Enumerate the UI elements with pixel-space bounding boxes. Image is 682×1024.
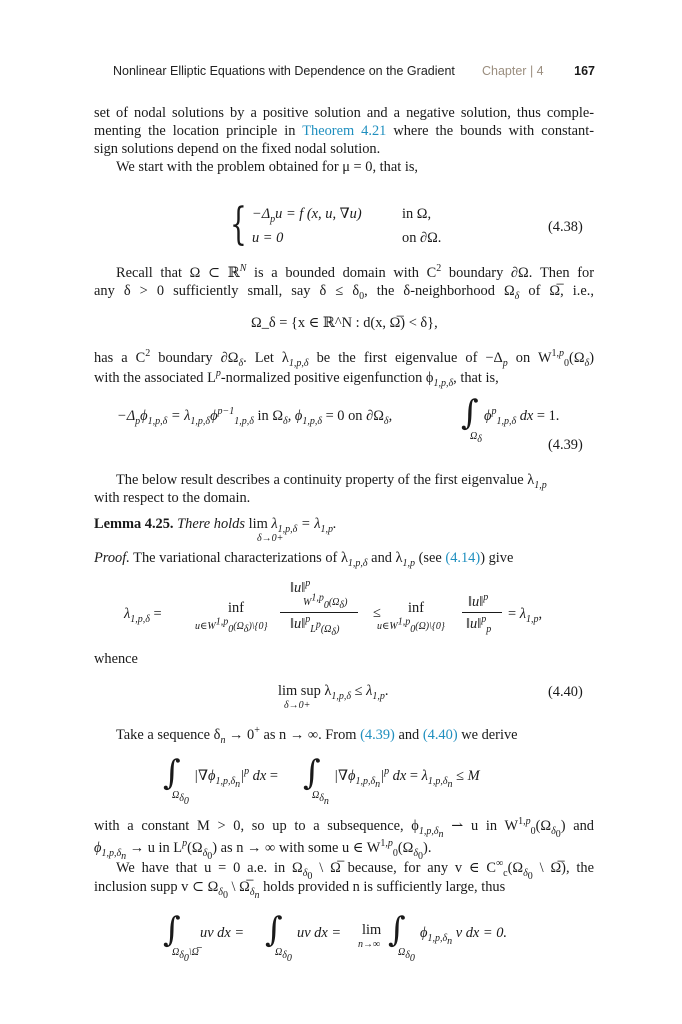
- text-line: set of nodal solutions by a positive solution and a negative solution, thus comple-: [94, 105, 594, 121]
- text-line: Recall that Ω ⊂ ℝ$^N$ is a bounded domain with $C^2$ boundary ∂Ω. Then for: [116, 263, 594, 281]
- integral-domain: $\Omega_{\delta_0}$: [398, 947, 415, 964]
- text-line: inclusion supp v ⊂ $\Omega_{\delta_0}$ \ $\Omega̅_{\delta_n}$ holds provided n is sufficiently large, thus: [94, 879, 506, 901]
- limsup-subscript: δ→0+: [284, 700, 311, 711]
- equation-440: lim sup $\lambda_{1,p,\delta} \le \lambda_{1,p}$.: [278, 683, 389, 702]
- text-line: Take a sequence $\delta_n \to 0^+$ as n → ∞. From (4.39) and (4.40) we derive: [116, 725, 518, 746]
- integral-domain: $\Omega_{\delta_0}$: [275, 947, 292, 964]
- equation-438-row1: $-\Delta_pu = f$ (x, u, ∇u): [252, 206, 362, 225]
- final-eq-b: uv dx =: [297, 925, 342, 941]
- frac-2-den: ‖u‖$^p_p$: [466, 614, 492, 635]
- integral-sign: ∫: [461, 393, 479, 433]
- equation-link[interactable]: (4.14): [445, 550, 481, 566]
- integral-sign: ∫: [265, 910, 283, 950]
- equation-link[interactable]: (4.40): [422, 727, 458, 743]
- text-line: $\phi_{1,p,\delta_n} \to u$ in $L^p(\Omega_{\delta_0})$ as n → ∞ with some u ∈ $W^{1,p}_0(\Omega_{\delta_0})$.: [94, 838, 432, 862]
- equation-link[interactable]: (4.39): [360, 727, 395, 743]
- chapter-label: Chapter | 4: [482, 64, 544, 78]
- equation-439: $-\Delta_p\phi_{1,p,\delta} = \lambda_{1,p,\delta}\phi^{p-1}_{1,p,\delta}$ in $\Omega_\delta$, $\phi_{1,p,\delta} = 0$ on $\partial\Omega_\delta$,: [117, 406, 393, 427]
- integral-sign: ∫: [163, 910, 181, 950]
- fraction-bar: [462, 612, 502, 613]
- gradient-integral-1: $|\nabla\phi_{1,p,\delta_n}|^p$ dx =: [194, 766, 278, 790]
- equation-438-domain: in Ω,: [402, 206, 432, 222]
- proof-line: Proof. The variational characterizations of $\lambda_{1,p,\delta}$ and $\lambda_{1,p}$ (see (4.14)) give: [94, 550, 514, 569]
- frac-2-num: ‖u‖$^p$: [468, 592, 489, 610]
- integral-domain: $\Omega_{\delta_n}$: [312, 790, 329, 807]
- integral-sign: ∫: [388, 910, 406, 950]
- lemma-statement: Lemma 4.25. There holds $\lim \lambda_{1,p,\delta} = \lambda_{1,p}$.: [94, 516, 337, 535]
- equation-438-boundary: on ∂Ω.: [402, 230, 442, 246]
- frac-1-num-sub: $W^{1,p}_0(\Omega_\delta)$: [303, 592, 348, 611]
- text-line: The below result describes a continuity property of the first eigenvalue $\lambda_{1,p}$: [116, 472, 547, 491]
- frac-1-num: ‖u‖$^p$: [290, 578, 311, 596]
- text-line: with the associated $L^p$-normalized positive eigenfunction $\phi_{1,p,\delta}$, that is,: [94, 368, 499, 389]
- inf-2: inf: [408, 600, 424, 616]
- equation-number: (4.38): [548, 219, 583, 235]
- final-lim: lim: [362, 922, 382, 938]
- final-lim-sub: n→∞: [358, 939, 381, 950]
- lambda-lhs: $\lambda_{1,p,\delta}$ =: [124, 606, 162, 625]
- text-line: We start with the problem obtained for μ = 0, that is,: [116, 159, 419, 175]
- equation-number: (4.39): [548, 437, 583, 453]
- text-line: sign solutions depend on the fixed nodal solution.: [94, 141, 381, 157]
- frac-1-den: ‖u‖$^p_{L^p(\Omega_\delta)}$: [290, 614, 340, 638]
- final-eq-a: uv dx =: [200, 925, 245, 941]
- equation-brace: {: [230, 199, 247, 250]
- integral-domain: $\Omega_\delta$: [470, 431, 482, 445]
- text-line: any δ > 0 sufficiently small, say $\delta \le \delta_0$, the δ-neighborhood $\Omega_\delta$ of Ω̅, i.e.,: [94, 283, 594, 302]
- integral-domain: $\Omega_{\delta_0}$: [172, 790, 189, 807]
- inf-1: inf: [228, 600, 244, 616]
- leq-sign: ≤: [373, 605, 381, 621]
- inf-2-sub: $u\in W^{1,p}_0(\Omega)\backslash\{0\}$: [377, 616, 445, 635]
- page-number: 167: [574, 64, 595, 78]
- theorem-link[interactable]: Theorem 4.21: [302, 123, 387, 139]
- text-line: has a $C^2$ boundary $\partial\Omega_\delta$. Let $\lambda_{1,p,\delta}$ be the first eigenvalue of $-\Delta_p$ on $W^{1,p}_0(\Omega_\delta)$: [94, 348, 594, 369]
- gradient-integral-2: $|\nabla\phi_{1,p,\delta_n}|^p$ dx = $\lambda_{1,p,\delta_n} \le M$: [334, 766, 480, 790]
- neighborhood-equation: Ω_δ = {x ∈ ℝ^N : d(x, Ω̅) < δ},: [251, 315, 438, 331]
- inf-1-sub: $u\in W^{1,p}_0(\Omega_\delta)\backslash\{0\}$: [195, 616, 268, 635]
- integral-domain: $\Omega_{\delta_0}\backslash\Omega̅$: [172, 947, 199, 964]
- normalization: $\phi^p_{1,p,\delta}$ dx = 1.: [484, 406, 560, 427]
- text-line: menting the location principle in Theorem 4.21 where the bounds with constant-: [94, 123, 595, 139]
- lemma-limit-subscript: δ→0+: [257, 533, 284, 544]
- text-line: whence: [94, 651, 138, 667]
- final-eq-c: $\phi_{1,p,\delta_n}$ v dx = 0.: [420, 925, 507, 947]
- equation-438-row2: u = 0: [252, 230, 284, 246]
- integral-sign: ∫: [303, 753, 321, 793]
- text-line: with a constant M > 0, so up to a subsequence, $\phi_{1,p,\delta_n}$ ⇀ u in $W^{1,p}_0(\Omega_{\delta_0})$ and: [94, 816, 594, 840]
- running-title: Nonlinear Elliptic Equations with Dependence on the Gradient: [113, 64, 455, 78]
- fraction-bar: [280, 612, 358, 613]
- lambda-rhs: = $\lambda_{1,p}$,: [508, 606, 543, 625]
- text-line: with respect to the domain.: [94, 490, 251, 506]
- equation-number: (4.40): [548, 684, 583, 700]
- text-line: We have that u = 0 a.e. in $\Omega_{\delta_0}$ \ Ω̅ because, for any v ∈ $C^\infty_c(\Omega_{\delta_0}$ \ Ω̅), the: [116, 858, 594, 882]
- integral-sign: ∫: [163, 753, 181, 793]
